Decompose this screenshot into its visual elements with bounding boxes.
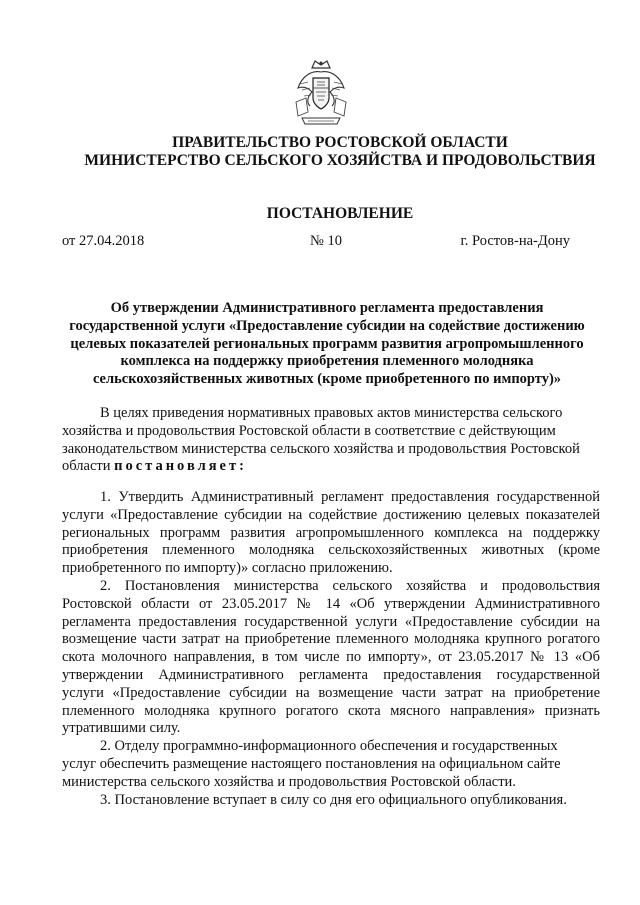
item-1-line: приобретенного по импорту)» согласно приложению. — [62, 560, 393, 577]
document-place: г. Ростов-на-Дону — [460, 233, 570, 249]
title-line: целевых показателей региональных программ развития агропромышленного — [70, 335, 584, 352]
title-line: комплекса на поддержку приобретения племенного молодняка — [120, 353, 534, 370]
decree-word: постановляет: — [114, 458, 247, 475]
title-line: Об утверждении Административного регламента предоставления — [110, 300, 544, 316]
item-2-line: регламента предоставления государственной услуги «Предоставление субсидии на — [62, 613, 600, 630]
item-2-line: утверждении Административного регламента предоставления государственной — [62, 666, 600, 683]
item-3-line: 2. Отделу программно-информационного обеспечения и государственных — [100, 738, 558, 755]
title-line: сельскохозяйственных животных (кроме приобретенного по импорту)» — [92, 371, 562, 388]
item-1-line: приобретения племенного молодняка сельскохозяйственных животных (кроме — [62, 542, 600, 559]
item-1-line: 1. Утвердить Административный регламент предоставления государственной — [100, 489, 600, 505]
document-type: ПОСТАНОВЛЕНИЕ — [266, 205, 414, 222]
preamble-line: хозяйства и продовольствия Ростовской области в соответствие с действующим — [62, 422, 556, 439]
item-2-line: Ростовской области от 23.05.2017 № 14 «Об утверждении Административного — [62, 595, 600, 612]
decree-items — [62, 489, 600, 809]
preamble-line: области — [62, 458, 111, 475]
item-3-line: услуг обеспечить размещение настоящего постановления на официальном сайте — [62, 755, 561, 772]
organization-line-2: МИНИСТЕРСТВО СЕЛЬСКОГО ХОЗЯЙСТВА И ПРОДОВОЛЬСТВИЯ — [84, 152, 596, 169]
document-date: от 27.04.2018 — [62, 233, 145, 249]
title-line: государственной услуги «Предоставление субсидии на содействие достижению — [69, 317, 585, 334]
organization-line-1: ПРАВИТЕЛЬСТВО РОСТОВСКОЙ ОБЛАСТИ — [172, 134, 508, 151]
item-1-line: региональных программ развития агропромышленного комплекса на поддержку — [62, 524, 600, 541]
coat-of-arms-icon — [290, 58, 352, 130]
item-2-line: 2. Постановления министерства сельского хозяйства и продовольствия — [100, 577, 600, 594]
item-1-line: услуги «Предоставление субсидии на содействие достижению целевых показателей — [62, 506, 600, 523]
preamble-line: законодательством министерства сельского хозяйства и продовольствия Ростовской — [62, 440, 580, 457]
document-title — [58, 300, 596, 389]
item-2-line: возмещение части затрат на приобретение племенного молодняка крупного рогатого — [62, 631, 600, 648]
item-3-line: министерства сельского хозяйства и продовольствия Ростовской области. — [62, 773, 516, 790]
preamble-line: В целях приведения нормативных правовых актов министерства сельского — [100, 405, 563, 421]
preamble-paragraph — [62, 405, 600, 476]
item-2-line: племенного молодняка крупного рогатого скота мясного направления» признать — [62, 702, 600, 719]
item-4-line: 3. Постановление вступает в силу со дня его официального опубликования. — [100, 791, 567, 808]
item-2-line: услуги «Предоставление субсидии на возмещение части затрат на приобретение — [62, 684, 600, 701]
preamble-last-line — [62, 458, 600, 476]
item-2-line: скота молочного направления, в том числе по импорту», от 23.05.2017 № 13 «Об — [62, 649, 600, 666]
document-number: № 10 — [310, 233, 342, 249]
item-2-line: утратившими силу. — [62, 720, 181, 737]
